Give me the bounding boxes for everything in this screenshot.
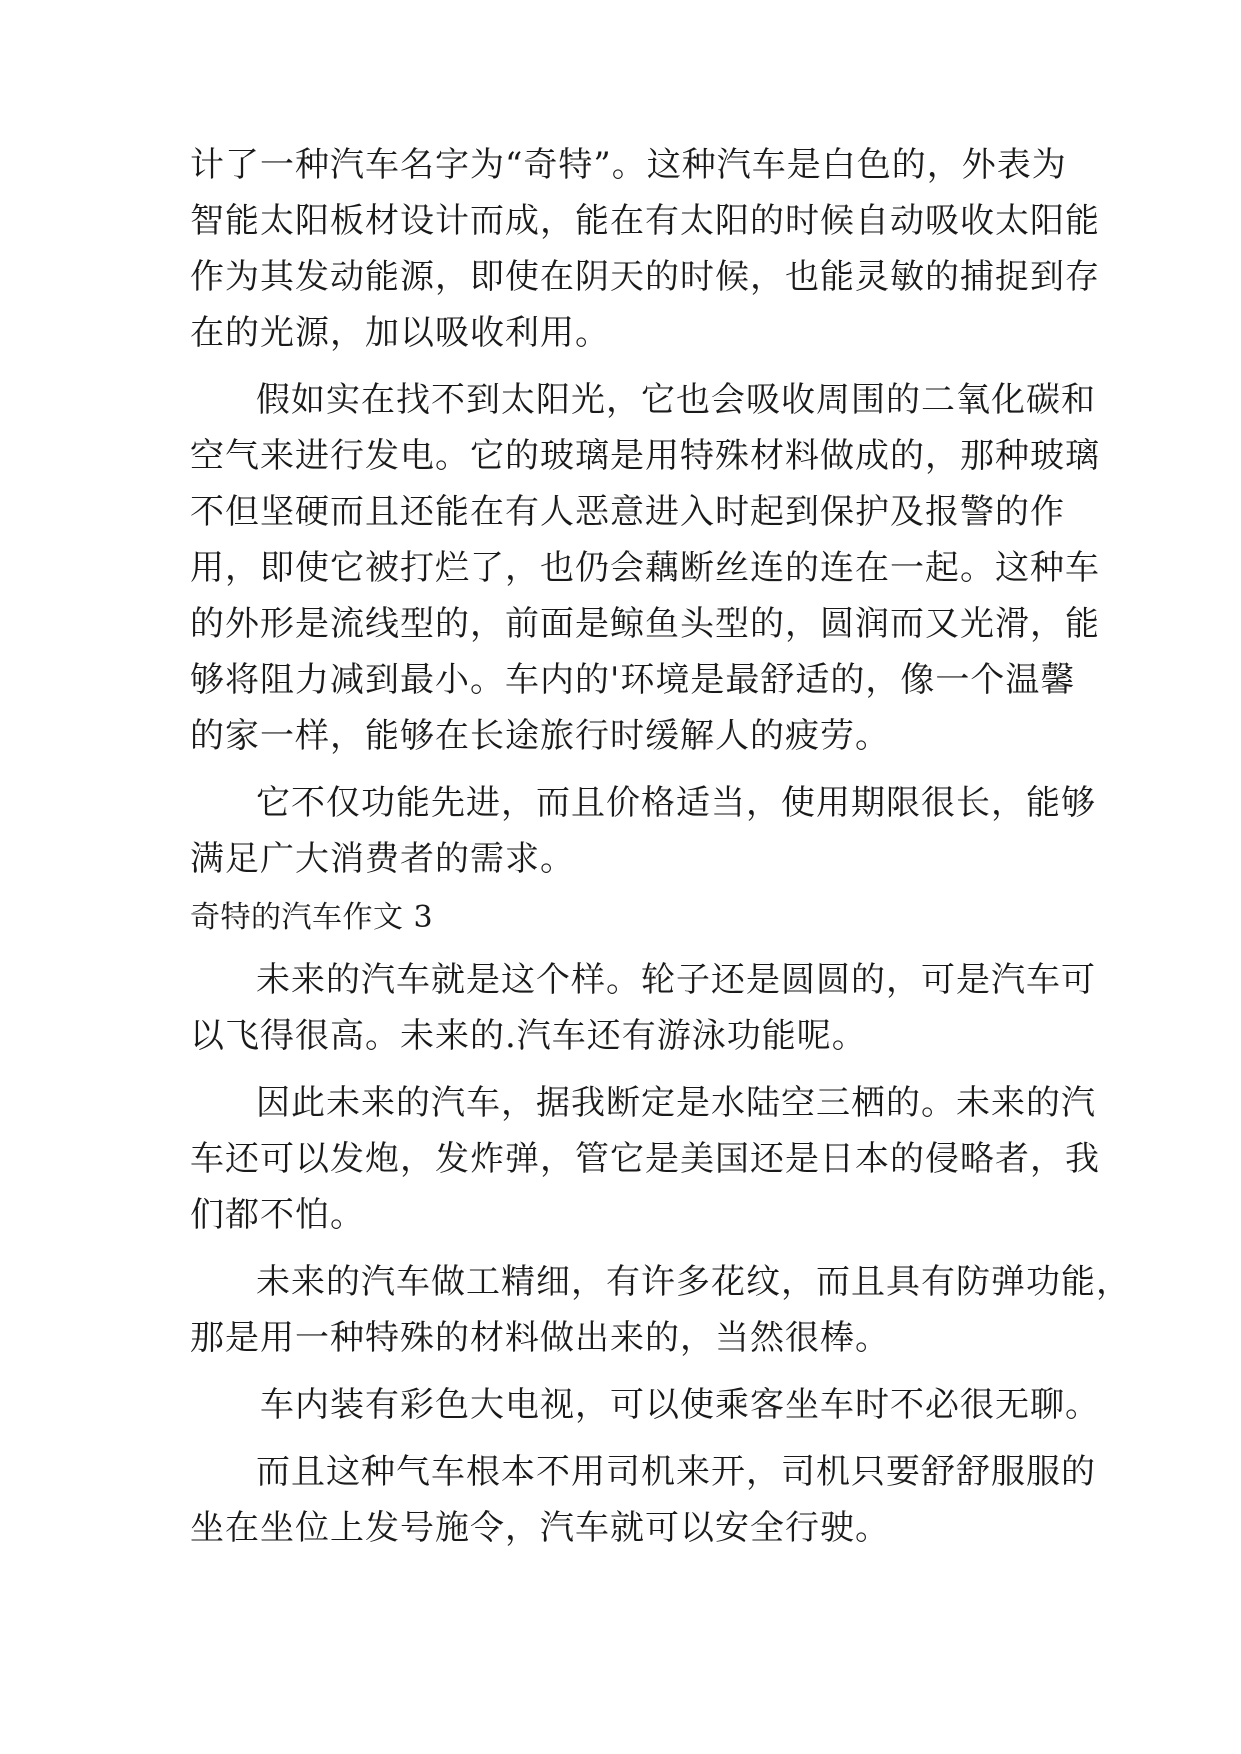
text-line: 它不仅功能先进，而且价格适当，使用期限很长，能够 [256, 783, 1096, 823]
text-line: 们都不怕。 [190, 1195, 365, 1235]
text-line: 够将阻力减到最小。车内的'环境是最舒适的，像一个温馨 [190, 660, 1076, 700]
text-line: 那是用一种特殊的材料做出来的，当然很棒。 [190, 1318, 890, 1358]
text-line: 的家一样，能够在长途旅行时缓解人的疲劳。 [190, 716, 890, 756]
text-line: 计了一种汽车名字为“奇特”。这种汽车是白色的，外表为 [190, 145, 1067, 185]
text-line: 假如实在找不到太阳光，它也会吸收周围的二氧化碳和 [256, 380, 1096, 420]
text-line: 智能太阳板材设计而成，能在有太阳的时候自动吸收太阳能 [190, 201, 1100, 241]
text-line: 以飞得很高。未来的.汽车还有游泳功能呢。 [190, 1016, 867, 1056]
text-line: 空气来进行发电。它的玻璃是用特殊材料做成的，那种玻璃 [190, 436, 1100, 476]
text-line: 用，即使它被打烂了，也仍会藕断丝连的连在一起。这种车 [190, 548, 1100, 588]
text-line: 车内装有彩色大电视，可以使乘客坐车时不必很无聊。 [260, 1385, 1100, 1425]
text-line: 因此未来的汽车，据我断定是水陆空三栖的。未来的汽 [256, 1083, 1096, 1123]
text-line: 未来的汽车就是这个样。轮子还是圆圆的，可是汽车可 [256, 960, 1096, 1000]
text-line: 的外形是流线型的，前面是鲸鱼头型的，圆润而又光滑，能 [190, 604, 1100, 644]
text-line: 坐在坐位上发号施令，汽车就可以安全行驶。 [190, 1508, 890, 1548]
text-line: 在的光源，加以吸收利用。 [190, 313, 610, 353]
text-line: 而且这种气车根本不用司机来开，司机只要舒舒服服的 [256, 1452, 1096, 1492]
section-heading: 奇特的汽车作文 3 [190, 900, 434, 935]
text-line: 不但坚硬而且还能在有人恶意进入时起到保护及报警的作 [190, 492, 1065, 532]
text-line: 车还可以发炮，发炸弹，管它是美国还是日本的侵略者，我 [190, 1139, 1100, 1179]
text-line: 满足广大消费者的需求。 [190, 839, 575, 879]
text-line: 作为其发动能源，即使在阴天的时候，也能灵敏的捕捉到存 [190, 257, 1100, 297]
text-line: 未来的汽车做工精细，有许多花纹，而且具有防弹功能， [256, 1262, 1131, 1302]
